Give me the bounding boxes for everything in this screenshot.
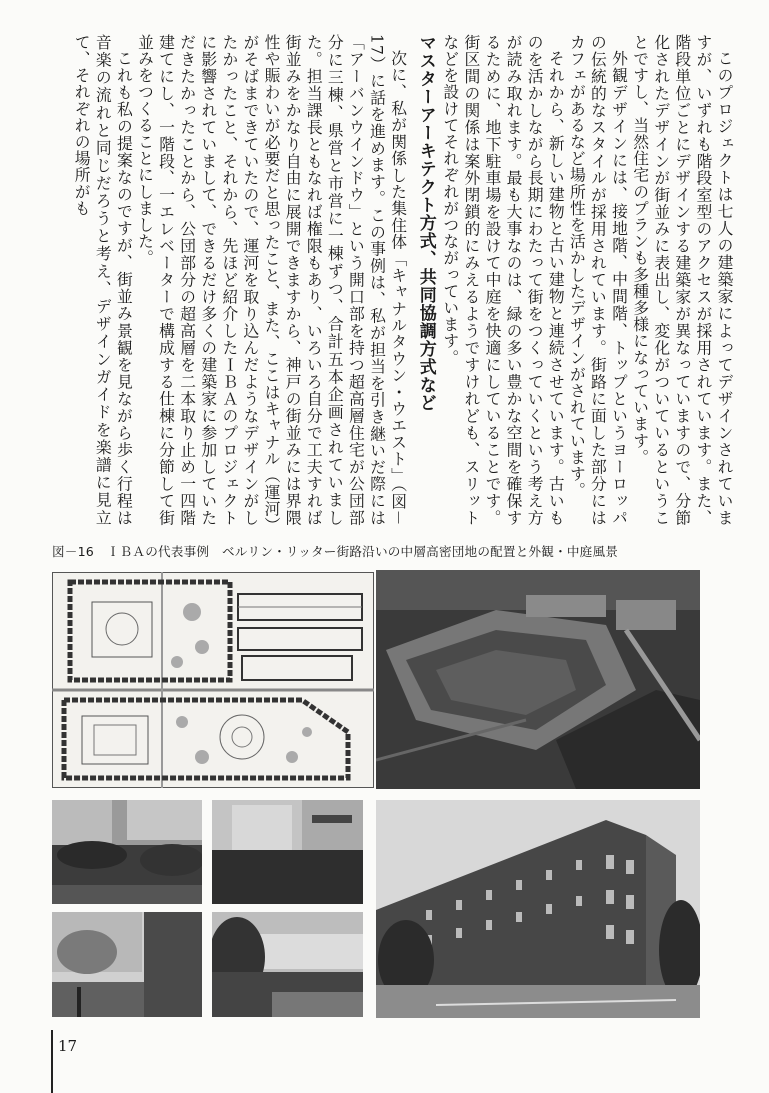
courtyard-photo-1 [52, 800, 202, 904]
courtyard-photo-2 [212, 800, 363, 904]
paragraph-5: これも私の提案なのですが、街並み景観を見ながら歩く行程は音楽の流れと同じだろうと考え、デザインガイドを楽譜に見立て、それぞれの場所がも [72, 34, 134, 526]
courtyard-photo-3 [52, 912, 202, 1017]
figure-caption: 図－16 ＩＢＡの代表事例 ベルリン・リッター街路沿いの中層高密団地の配置と外観・中庭風景 [52, 544, 619, 559]
paragraph-1: このプロジェクトは七人の建築家によってデザインされていますが、いずれも階段室型のアクセスが採用されています。また、階段単位ごとにデザインする建築家が異なっていますので、分節化されたデザインが街並みに表出し、変化がついているということですし、当然住宅のプランも多種多様になっています。 [630, 34, 734, 526]
section-heading: マスターアーキテクト方式、共同協調方式など [415, 34, 436, 412]
paragraph-4: 次に、私が関係した集住体「キャナルタウン・ウエスト」（図－17）に話を進めます。この事例は、私が担当を引き継いだ際には「アーバンウインドウ」という開口部を持つ超高層住宅が公団部分に三棟、県営と市営に一棟ずつ、合計五本企画されていました。担当課長ともなれば権限もあり、いろいろ自分で工夫すれば街並みをかなり自由に展開できますから、神戸の街並みには界隈性や賑わいが必要だと思ったこと、また、ここはキャナル（運河）がそばまできていたので、運河を取り込んだようなデザインがしたかったこと、それから、先ほど紹介したＩＢＡのプロジェクトに影響されていまして、できるだけ多くの建築家に参加していただきたかったことから、公団部分の超高層を二本取り止め一四階建てにし、一階段、一エレベーターで構成する仕棟に分節して街並みをつくることにしました。 [135, 34, 408, 526]
paragraph-3: それから、新しい建物と古い建物と連続させています。古いものを活かしながら長期にわたって街をつくっていくという考え方が読み取れます。最も大事なのは、緑の多い豊かな空間を確保するために、地下駐車場を設けて中庭を快適にしていることです。街区間の関係は案外閉鎖的にみえるようですけれども、スリットなどを設けてそれぞれがつながっています。 [440, 34, 566, 526]
aerial-photo [376, 570, 700, 789]
paragraph-2: 外観デザインには、接地階、中間階、トップというヨーロッパの伝統的なスタイルが採用されています。街路に面した部分にはカフェがあるなど場所性を活かしたデザインがされています。 [567, 34, 629, 526]
street-building-photo [376, 800, 700, 1018]
page-number: 17 [58, 1037, 78, 1055]
site-plan-drawing [52, 572, 374, 788]
margin-rule [51, 1030, 53, 1093]
courtyard-photo-4 [212, 912, 363, 1017]
article-body [30, 34, 735, 526]
